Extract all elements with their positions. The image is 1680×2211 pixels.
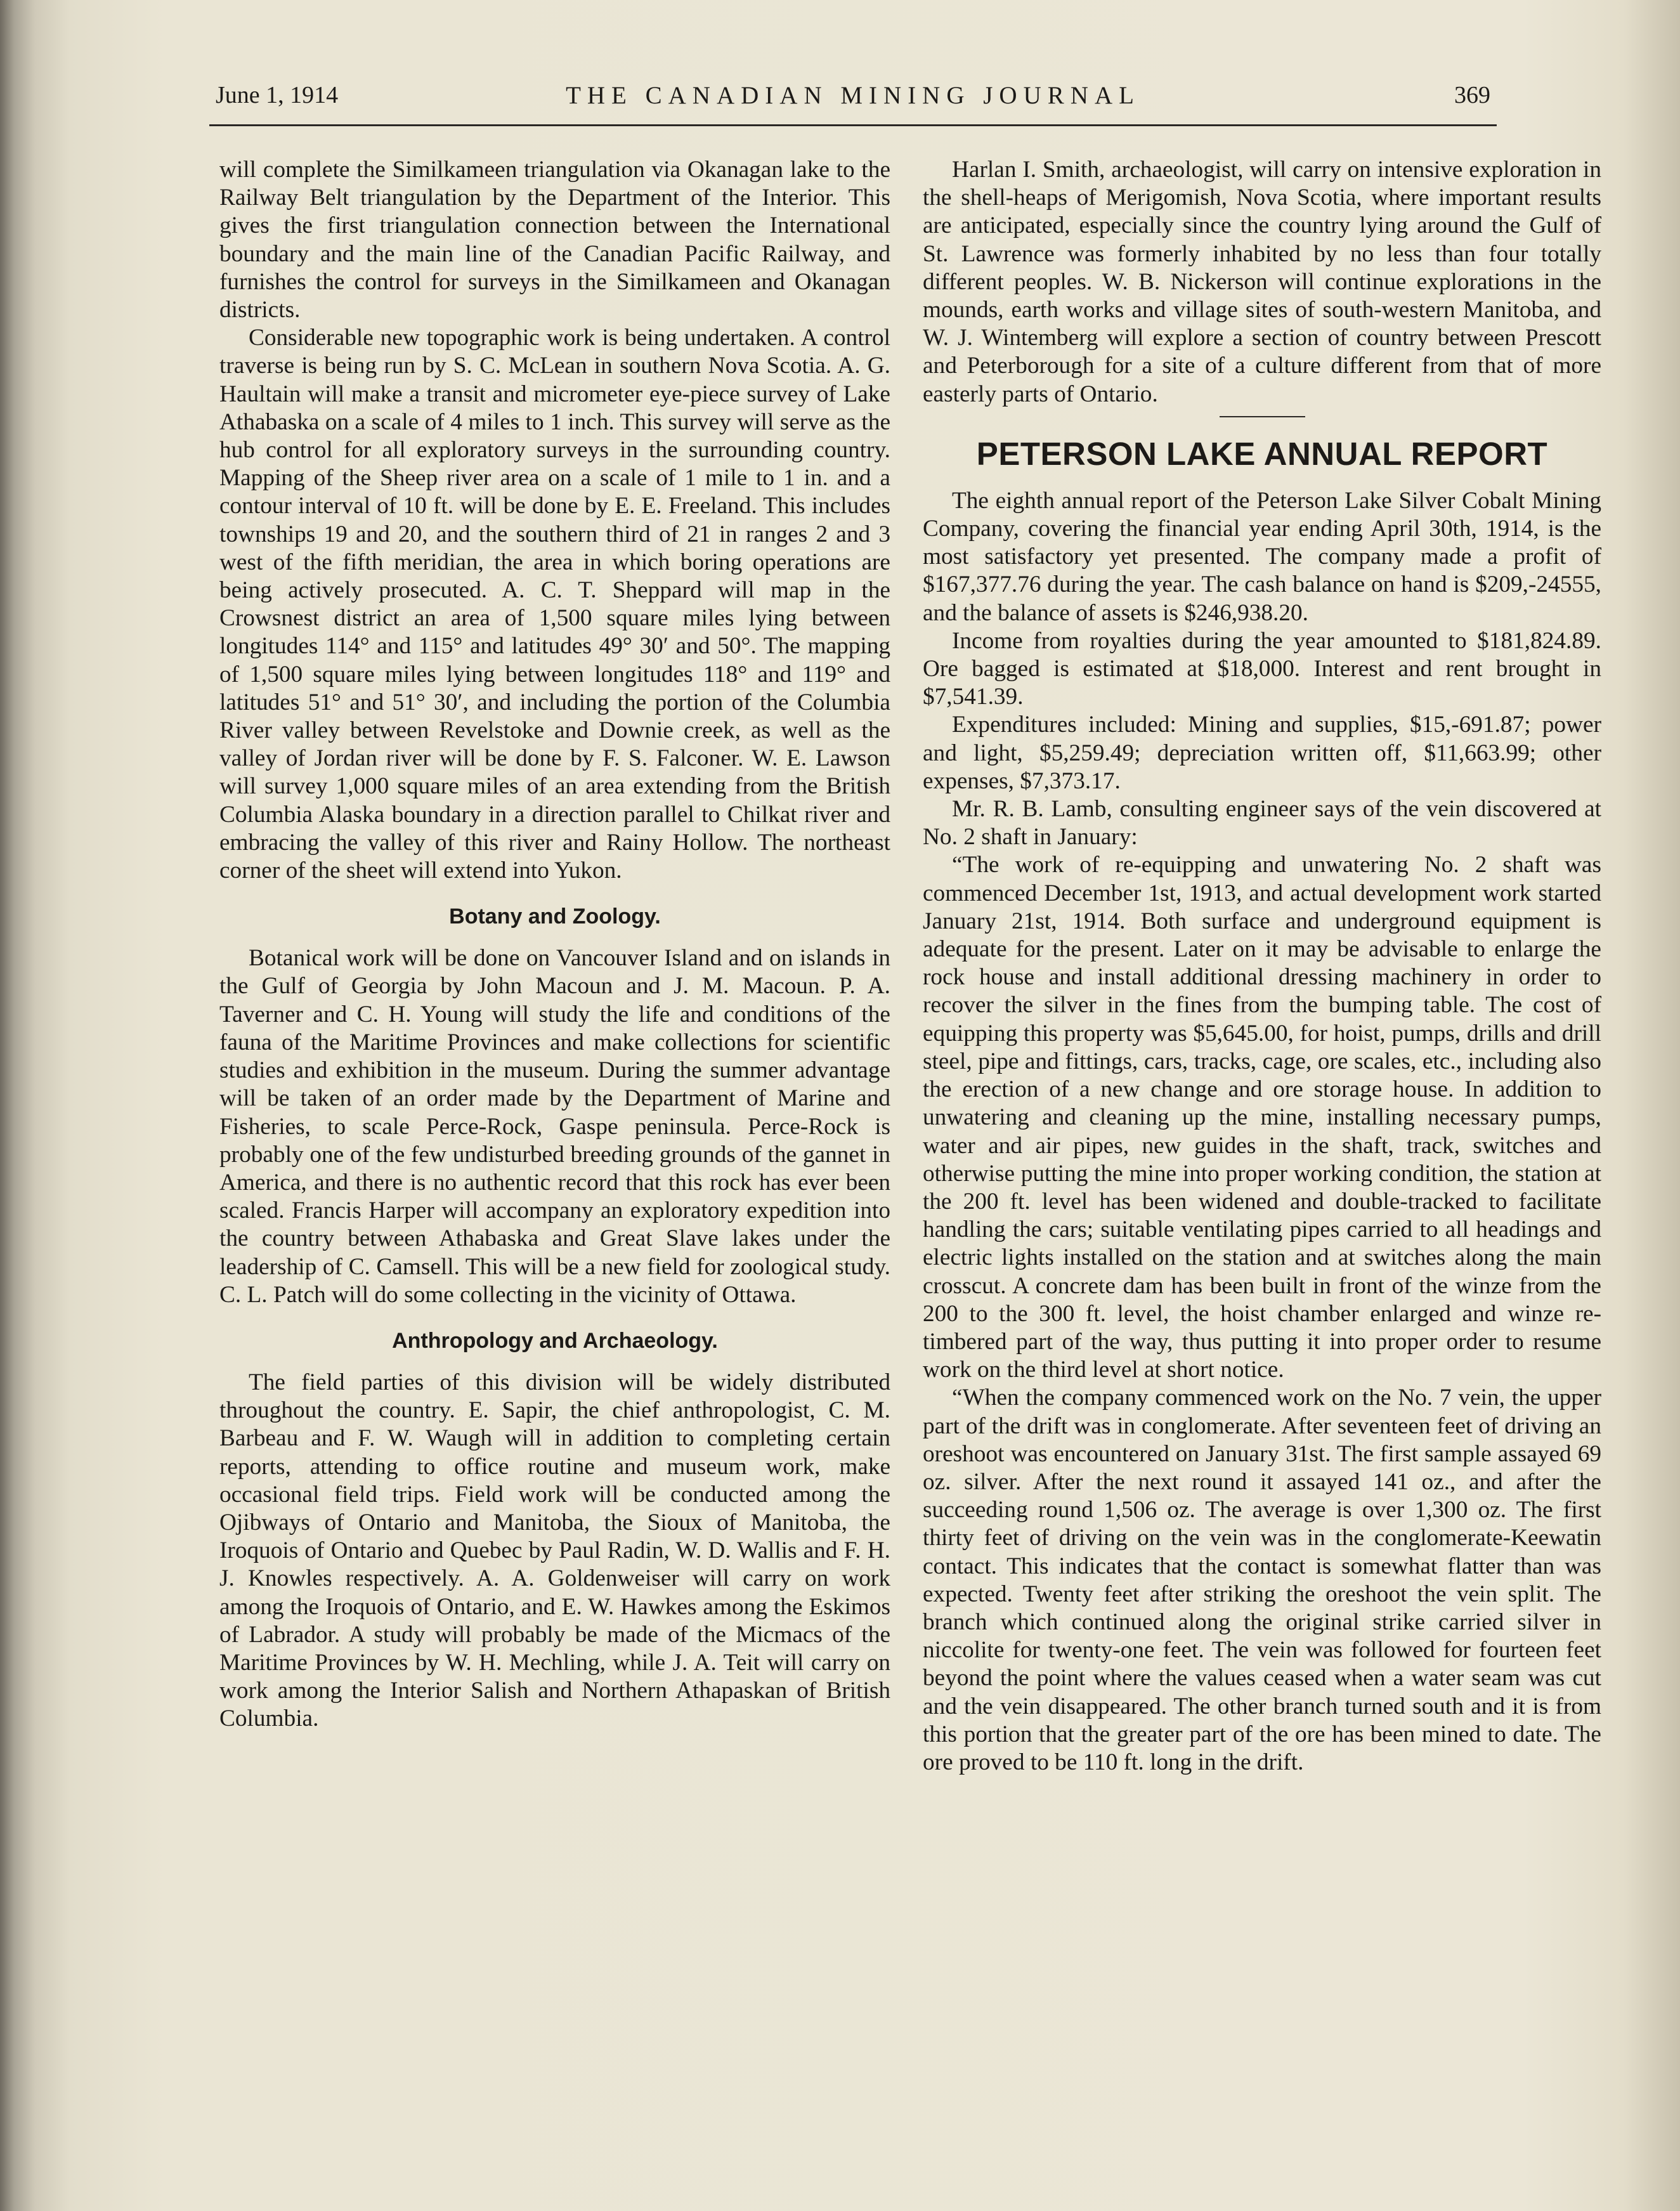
section-heading-anthropology: Anthropology and Archaeology. xyxy=(392,1328,718,1353)
paragraph: Considerable new topographic work is being undertaken. A control traverse is being run by S. C. McLean in southern Nova Scotia. A. G. Haultain will make a transit and micrometer eye-piece survey of Lake Athabaska on a scale of 4 miles to 1 inch. This survey will serve as the hub control for all exploratory surveys in the surrounding country. Mapping of the Sheep river area on a scale of 1 mile to 1 in. and a contour interval of 10 ft. will be done by E. E. Freeland. This includes townships 19 and 20, and the southern third of 21 in ranges 2 and 3 west of the fifth meridian, the area in which boring operations are being actively prosecuted. A. C. T. Sheppard will map in the Crowsnest district an area of 1,500 square miles lying between longitudes 114° and 115° and latitudes 49° 30′ and 50°. The mapping of 1,500 square miles lying between longitudes 118° and 119° and latitudes 51° and 51° 30′, and including the portion of the Columbia River valley between Revelstoke and Downie creek, as well as the valley of Jordan river will be done by F. S. Falconer. W. E. Lawson will survey 1,000 square miles of an area extending from the British Columbia Alaska boundary in a direction parallel to Chilkat river and embracing the valley of this river and Rainy Hollow. The northeast corner of the sheet will extend into Yukon. xyxy=(219,325,890,884)
paragraph: Expenditures included: Mining and supplies, $15,-691.87; power and light, $5,259.49; depreciation written off, $11,663.99; other expenses, $7,373.17. xyxy=(923,712,1601,794)
left-column xyxy=(219,156,890,1733)
section-divider xyxy=(1220,416,1305,417)
page-number: 369 xyxy=(1454,82,1490,108)
paragraph: The eighth annual report of the Peterson Lake Silver Cobalt Mining Company, covering the financial year ending April 30th, 1914, is the most satisfactory yet presented. The company made a profit of $167,377.76 during the year. The cash balance on hand is $209,-24555, and the balance of assets is $246,938.20. xyxy=(923,487,1601,626)
paragraph: The field parties of this division will be widely distributed throughout the country. E. Sapir, the chief anthropologist, C. M. Barbeau and F. W. Waugh will in addition to completing certain reports, attending to office routine and museum work, make occasional field trips. Field work will be conducted among the Ojibways of Ontario and Manitoba, the Sioux of Manitoba, the Iroquois of Ontario and Quebec by Paul Radin, W. D. Wallis and F. H. J. Knowles respectively. A. A. Goldenweiser will carry on work among the Iroquois of Ontario, and E. W. Hawkes among the Eskimos of Labrador. A study will probably be made of the Micmacs of the Maritime Provinces by W. H. Mechling, while J. A. Teit will carry on work among the Interior Salish and Northern Athapaskan of British Columbia. xyxy=(219,1369,890,1732)
paragraph: Mr. R. B. Lamb, consulting engineer says of the vein discovered at No. 2 shaft in January: xyxy=(923,796,1601,851)
paragraph: Botanical work will be done on Vancouver Island and on islands in the Gulf of Georgia by John Macoun and J. M. Macoun. P. A. Taverner and C. H. Young will study the life and conditions of the fauna of the Maritime Provinces and make collections for scientific studies and exhibition in the museum. During the summer advantage will be taken of an order made by the Department of Marine and Fisheries, to scale Perce-Rock, Gaspe peninsula. Perce-Rock is probably one of the few undisturbed breeding grounds of the gannet in America, and there is no authentic record that this rock has ever been scaled. Francis Harper will accompany an exploratory expedition into the country between Athabaska and Great Slave lakes under the leadership of C. Camsell. This will be a new field for zoological study. C. L. Patch will do some collecting in the vicinity of Ottawa. xyxy=(219,945,890,1308)
paragraph: Income from royalties during the year amounted to $181,824.89. Ore bagged is estimated at $18,000. Interest and rent brought in $7,541.39. xyxy=(923,627,1601,710)
issue-date: June 1, 1914 xyxy=(216,82,339,108)
article-heading-peterson: PETERSON LAKE ANNUAL REPORT xyxy=(976,435,1548,472)
paragraph: Harlan I. Smith, archaeologist, will carry on intensive exploration in the shell-heaps of Merigomish, Nova Scotia, where important results are anticipated, especially since the country lying around the Gulf of St. Lawrence was formerly inhabited by no less than four totally different peoples. W. B. Nickerson will continue explorations in the mounds, earth works and village sites of south-western Manitoba, and W. J. Wintemberg will explore a section of country between Prescott and Peterborough for a site of a culture different from that of more easterly parts of Ontario. xyxy=(923,157,1601,407)
right-column xyxy=(923,156,1601,1777)
section-heading-botany: Botany and Zoology. xyxy=(449,904,661,929)
paragraph: “When the company commenced work on the No. 7 vein, the upper part of the drift was in conglomerate. After seventeen feet of driving an oreshoot was encountered on January 31st. The first sample assayed 69 oz. silver. After the next round it assayed 141 oz., and after the succeeding round 1,506 oz. The average is over 1,300 oz. The first thirty feet of driving on the vein was in the conglomerate-Keewatin contact. This indicates that the contact is somewhat flatter than was expected. Twenty feet after striking the oreshoot the vein split. The branch which continued along the original strike carried silver in niccolite for twenty-one feet. The vein was followed for fourteen feet beyond the point where the values ceased when a water seam was cut and the vein disappeared. The other branch turned south and it is from this portion that the greater part of the ore has been mined to date. The ore proved to be 110 ft. long in the drift. xyxy=(923,1385,1601,1775)
paragraph: will complete the Similkameen triangulation via Okanagan lake to the Railway Belt triangulation by the Department of the Interior. This gives the first triangulation connection between the International boundary and the main line of the Canadian Pacific Railway, and furnishes the control for surveys in the Similkameen and Okanagan districts. xyxy=(219,157,890,323)
journal-title: THE CANADIAN MINING JOURNAL xyxy=(566,82,1140,109)
running-head xyxy=(216,81,1490,119)
paragraph: “The work of re-equipping and unwatering No. 2 shaft was commenced December 1st, 1913, and actual development work started January 21st, 1914. Both surface and underground equipment is adequate for the present. Later on it may be advisable to enlarge the rock house and install additional dressing machinery in order to recover the silver in the fines from the bumping table. The cost of equipping this property was $5,645.00, for hoist, pumps, drills and drill steel, pipe and fittings, cars, tracks, cage, ore scales, etc., including also the erection of a new change and ore storage house. In addition to unwatering and cleaning up the mine, installing necessary pumps, water and air pipes, new guides in the shaft, track, switches and otherwise putting the mine into proper working condition, the station at the 200 ft. level has been widened and double-tracked to facilitate handling the cars; suitable ventilating pipes carried to all headings and electric lights installed on the station and at switches along the main crosscut. A concrete dam has been built in front of the winze from the 200 to the 300 ft. level, the hoist chamber enlarged and winze re-timbered part of the way, thus putting it into proper order to resume work on the third level at short notice. xyxy=(923,852,1601,1383)
header-rule xyxy=(209,124,1497,126)
